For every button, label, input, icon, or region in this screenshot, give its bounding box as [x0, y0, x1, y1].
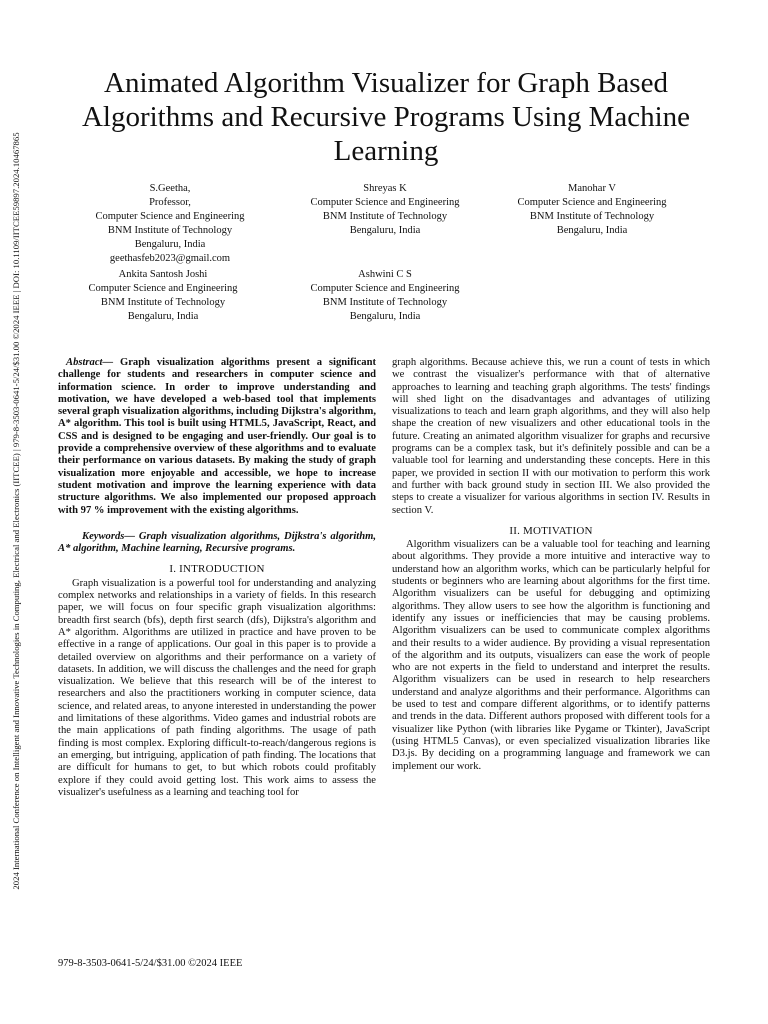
author-block-2 [280, 182, 490, 238]
author-line: BNM Institute of Technology [322, 297, 448, 308]
author-name: Manohar V [568, 183, 616, 194]
section-heading-introduction: I. INTRODUCTION [169, 563, 265, 576]
author-name: Ashwini C S [358, 269, 412, 280]
author-line: BNM Institute of Technology [529, 211, 655, 222]
introduction-continued-text: graph algorithms. Because achieve this, we run a count of tests in which we contrast the visualizer's performance with that of alternative approaches to learning and teaching graph algorithms. The tests' findings will shed light on the disadvantages and advantages of utilizing visualizations to teach and learn graph algorithms, and they will also help shape the creation of new visualizers and other educational tools in the future. Creating an animated algorithm visualizer for graphs and recursive programs can be a complex task, but it's definitely possible and can be a valuable tool for learning and understanding these concepts. Here in this paper, we provided in section II with our motivation to perform this work and further with back ground study in section III. We also provided the steps to create a visualizer for various algorithms in section IV. Results in section V. [392, 357, 710, 516]
author-email: geethasfeb2023@gmail.com [109, 253, 231, 264]
copyright-footer: 979-8-3503-0641-5/24/$31.00 ©2024 IEEE [58, 958, 243, 969]
author-block-1 [65, 182, 275, 266]
author-name: Ankita Santosh Joshi [118, 269, 208, 280]
author-line: BNM Institute of Technology [107, 225, 233, 236]
side-banner [4, 86, 28, 936]
abstract-text: Graph visualization algorithms present a significant challenge for students and researchers in computer science and information science. In order to improve understanding and motivation, we have developed a web-based tool that implements several graph visualization algorithms, including Dijkstra's algorithm, A* algorithm. This tool is built using HTML5, JavaScript, React, and CSS and is designed to be engaging and user-friendly. Our goal is to provide a comprehensive overview of these algorithms and to evaluate their performance on various datasets. By making the study of graph visualization more enjoyable and accessible, we hope to increase student motivation and improve the learning experience with data structure algorithms. We also implemented our proposed approach with 97 % improvement with the existing algorithms. [58, 357, 376, 516]
author-line: BNM Institute of Technology [322, 211, 448, 222]
introduction-text: Graph visualization is a powerful tool for understanding and analyzing complex networks and relationships in a variety of fields. In this research paper, we will focus on four specific graph visualization algorithms: breadth first search (bfs), depth first search (dfs), Dijkstra's algorithm and A* algorithm. Algorithms are utilized in practice and have proven to be effective in a range of applications. Our goal in this paper is to provide a detailed overview on algorithms and their performance on a variety of datasets. In addition, we will discuss the challenges and the need for graph visualization. We believe that this research will be of the interest to researchers and also the practitioners working in computer science, data science, and related areas, to anyone interested in understanding the power and limitations of these algorithms. Video games and industrial robots are the main applications of path finding algorithms. The usage of path finding is most complex. Exploring difficult-to-reach/dangerous regions is an emerging, but intriguing, application of path finding. The locations that are difficult for humans to get, to but which robots could profitably explore if they could avoid getting lost. This work aims to assess the visualizer's usefulness as a learning and teaching tool for [58, 577, 376, 798]
author-name: Shreyas K [363, 183, 407, 194]
author-line: Bengaluru, India [127, 311, 199, 322]
author-line: Bengaluru, India [134, 239, 206, 250]
author-name: S.Geetha, [149, 183, 191, 194]
author-line: Computer Science and Engineering [95, 211, 245, 222]
right-column [392, 357, 710, 773]
motivation-text: Algorithm visualizers can be a valuable tool for teaching and learning about algorithms. They provide a more intuitive and interactive way to understand how an algorithm works, which can be particularly helpful for students or beginners who are learning about algorithms for the first time. Algorithm visualizers can be useful for debugging and optimizing algorithms. They allow users to see how the algorithm is functioning and identify any issues or inefficiencies that may be causing problems. Algorithm visualizers can be used to communicate complex algorithms and their results to a wider audience. By providing a visual representation of the algorithm and its outputs, visualizers can ease the work of people who are not experts in the field to understand and interpret the results. Algorithm visualizers can be used in research to help researchers understand and analyze algorithms and their performance. Algorithms can be used to test and compare different algorithms, or to identify patterns and trends in the data. Different authors proposed with different tools for a visualizer like Python (with libraries like Pygame or Tkinter), JavaScript (using HTML5 Canvas), or even specialized visualization libraries like D3.js. By deciding on a programming language and framework we can implement our work. [392, 539, 710, 772]
left-column [58, 357, 376, 799]
author-line: Professor, [149, 197, 191, 208]
author-line: Computer Science and Engineering [88, 283, 238, 294]
author-block-5 [280, 268, 490, 324]
conference-doi-banner: 2024 International Conference on Intelligent and Innovative Technologies in Computing, Electrical and Electronics (IITCEE) | 979-8-3503-0641-5/24/$31.00 ©2024 IEEE | DOI: 10.1109/IITCEE59897.2024.10467865 [11, 132, 21, 890]
author-line: Computer Science and Engineering [310, 283, 460, 294]
author-line: Bengaluru, India [556, 225, 628, 236]
author-line: Computer Science and Engineering [310, 197, 460, 208]
abstract [58, 357, 376, 517]
abstract-label: Abstract— [66, 357, 114, 368]
author-block-4 [58, 268, 268, 324]
author-line: Computer Science and Engineering [517, 197, 667, 208]
author-line: BNM Institute of Technology [100, 297, 226, 308]
paper-title: Animated Algorithm Visualizer for Graph Based Algorithms and Recursive Programs Using Machine Learning [81, 67, 691, 167]
section-heading-motivation: II. MOTIVATION [509, 524, 593, 537]
author-block-3 [487, 182, 697, 238]
author-line: Bengaluru, India [349, 311, 421, 322]
keywords: Keywords— Graph visualization algorithms, Dijkstra's algorithm, A* algorithm, Machine learning, Recursive programs. [58, 530, 376, 555]
author-line: Bengaluru, India [349, 225, 421, 236]
